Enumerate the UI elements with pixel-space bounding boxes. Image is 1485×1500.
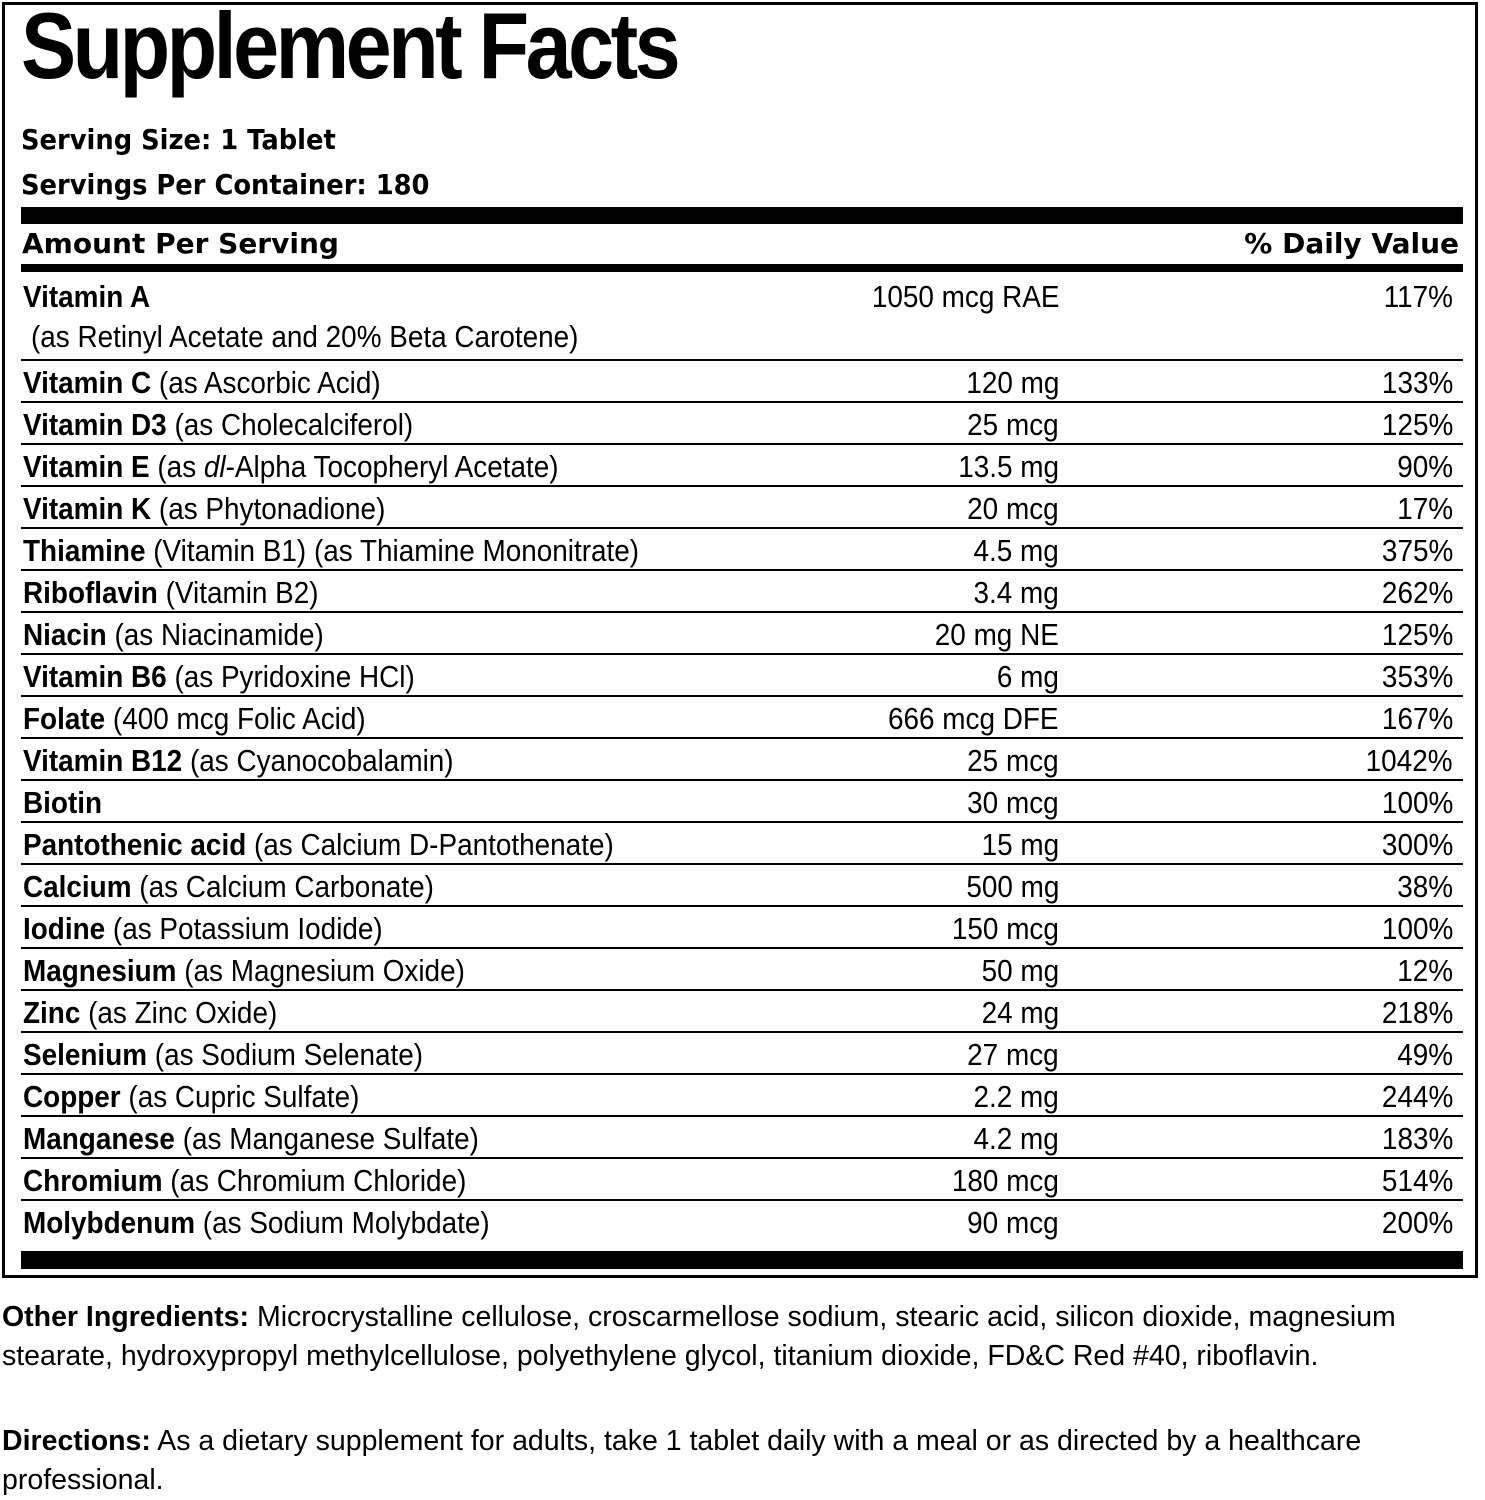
nutrient-amount: 30 mcg — [967, 785, 1059, 820]
nutrient-daily-value: 218% — [1381, 995, 1453, 1030]
nutrient-source: (as Pyridoxine HCl) — [166, 659, 415, 694]
other-ingredients — [2, 1298, 1472, 1376]
thick-divider-bottom — [21, 1251, 1463, 1269]
nutrient-source: (as Potassium Iodide) — [105, 911, 383, 946]
nutrient-name: Vitamin A — [23, 279, 151, 314]
nutrient-source: (as Phytonadione) — [151, 491, 386, 526]
nutrient-source: (as Chromium Chloride) — [162, 1163, 467, 1198]
nutrient-daily-value: 375% — [1381, 533, 1453, 568]
nutrient-source: (as Retinyl Acetate and 20% Beta Carotene) — [31, 319, 579, 354]
nutrient-daily-value: 100% — [1381, 911, 1453, 946]
nutrient-daily-value: 49% — [1397, 1037, 1453, 1072]
nutrient-name: Folate (400 mcg Folic Acid) — [23, 701, 366, 736]
nutrient-amount: 20 mcg — [967, 491, 1059, 526]
daily-value-header: % Daily Value — [1244, 227, 1459, 260]
panel-title: Supplement Facts — [21, 0, 678, 98]
nutrient-row — [21, 655, 1463, 697]
nutrient-source: (as Cholecalciferol) — [166, 407, 414, 442]
serving-size: Serving Size: 1 Tablet — [21, 123, 336, 156]
nutrient-row — [21, 529, 1463, 571]
nutrient-name: Vitamin B12 (as Cyanocobalamin) — [23, 743, 454, 778]
nutrient-name: Vitamin D3 (as Cholecalciferol) — [23, 407, 414, 442]
nutrient-daily-value: 17% — [1397, 491, 1453, 526]
nutrient-amount: 2.2 mg — [973, 1079, 1059, 1114]
nutrient-amount: 3.4 mg — [973, 575, 1059, 610]
nutrient-amount: 15 mg — [981, 827, 1059, 862]
nutrient-name: Zinc (as Zinc Oxide) — [23, 995, 278, 1030]
nutrient-row — [21, 445, 1463, 487]
other-ingredients-text: Microcrystalline cellulose, croscarmellose sodium, stearic acid, silicon dioxide, magnesium stearate, hydroxypropyl methylcellulose, polyethylene glycol, titanium dioxide, FD&C Red #40, riboflavin. — [2, 1301, 1396, 1372]
nutrient-source: (Vitamin B1) (as Thiamine Mononitrate) — [145, 533, 640, 568]
nutrient-row — [21, 571, 1463, 613]
nutrient-row — [21, 991, 1463, 1033]
nutrient-daily-value: 1042% — [1366, 743, 1453, 778]
nutrient-amount: 4.2 mg — [973, 1121, 1059, 1156]
nutrient-row — [21, 1075, 1463, 1117]
nutrient-source: (400 mcg Folic Acid) — [105, 701, 366, 736]
nutrient-amount: 150 mcg — [951, 911, 1059, 946]
nutrient-daily-value: 117% — [1383, 279, 1453, 314]
nutrient-daily-value: 100% — [1381, 785, 1453, 820]
nutrient-source: (Vitamin B2) — [157, 575, 319, 610]
nutrient-name: Thiamine (Vitamin B1) (as Thiamine Mononitrate) — [23, 533, 640, 568]
nutrient-daily-value: 12% — [1397, 953, 1453, 988]
nutrient-name: Niacin (as Niacinamide) — [23, 617, 324, 652]
nutrient-daily-value: 514% — [1381, 1163, 1453, 1198]
nutrient-daily-value: 300% — [1381, 827, 1453, 862]
nutrient-source: (as Zinc Oxide) — [80, 995, 278, 1030]
nutrient-name: Vitamin E (as dl-Alpha Tocopheryl Acetate) — [23, 449, 559, 484]
nutrient-daily-value: 125% — [1381, 407, 1453, 442]
nutrient-row — [21, 403, 1463, 445]
nutrient-source: (as Manganese Sulfate) — [174, 1121, 479, 1156]
nutrient-name: Biotin — [23, 785, 103, 820]
nutrient-daily-value: 125% — [1381, 617, 1453, 652]
nutrient-row — [21, 1159, 1463, 1201]
nutrient-source: (as Sodium Selenate) — [147, 1037, 424, 1072]
nutrient-row — [21, 949, 1463, 991]
nutrient-name: Calcium (as Calcium Carbonate) — [23, 869, 434, 904]
nutrient-amount: 24 mg — [981, 995, 1059, 1030]
nutrient-row — [21, 1117, 1463, 1159]
nutrient-amount: 180 mcg — [951, 1163, 1059, 1198]
nutrient-amount: 20 mg NE — [934, 617, 1059, 652]
nutrient-name: Iodine (as Potassium Iodide) — [23, 911, 383, 946]
servings-per-container: Servings Per Container: 180 — [21, 168, 430, 201]
nutrient-name: Molybdenum (as Sodium Molybdate) — [23, 1205, 490, 1240]
directions-label: Directions: — [2, 1425, 151, 1457]
nutrient-row — [21, 1033, 1463, 1075]
directions-text: As a dietary supplement for adults, take 1 tablet daily with a meal or as directed by a healthcare professional. — [2, 1425, 1362, 1496]
amount-per-serving-header: Amount Per Serving — [22, 227, 339, 260]
nutrient-row — [21, 697, 1463, 739]
nutrient-daily-value: 133% — [1381, 365, 1453, 400]
directions — [2, 1422, 1472, 1500]
nutrient-amount: 25 mcg — [967, 407, 1059, 442]
nutrient-amount: 120 mg — [965, 365, 1059, 400]
nutrient-name: Selenium (as Sodium Selenate) — [23, 1037, 424, 1072]
nutrient-row — [21, 613, 1463, 655]
nutrient-daily-value: 167% — [1381, 701, 1453, 736]
nutrient-amount: 500 mg — [965, 869, 1059, 904]
nutrient-row — [21, 1201, 1463, 1243]
nutrient-amount: 27 mcg — [967, 1037, 1059, 1072]
nutrient-source: (as dl-Alpha Tocopheryl Acetate) — [149, 449, 559, 484]
nutrient-daily-value: 262% — [1381, 575, 1453, 610]
nutrient-row — [21, 361, 1463, 403]
nutrient-amount: 90 mcg — [967, 1205, 1059, 1240]
nutrient-source: (as Cyanocobalamin) — [182, 743, 454, 778]
nutrient-amount: 1050 mcg RAE — [871, 279, 1059, 314]
nutrient-name: Copper (as Cupric Sulfate) — [23, 1079, 360, 1114]
nutrient-source: (as Sodium Molybdate) — [195, 1205, 490, 1240]
nutrient-name: Vitamin C (as Ascorbic Acid) — [23, 365, 381, 400]
nutrient-row-vitamin-a — [21, 275, 1463, 361]
nutrient-row — [21, 823, 1463, 865]
nutrient-source: (as Niacinamide) — [106, 617, 324, 652]
other-ingredients-label: Other Ingredients: — [2, 1301, 250, 1333]
nutrient-name: Riboflavin (Vitamin B2) — [23, 575, 319, 610]
thick-divider-top — [21, 207, 1463, 224]
nutrient-amount: 25 mcg — [967, 743, 1059, 778]
nutrient-amount: 4.5 mg — [973, 533, 1059, 568]
nutrient-row — [21, 865, 1463, 907]
nutrient-row — [21, 739, 1463, 781]
nutrient-name: Manganese (as Manganese Sulfate) — [23, 1121, 479, 1156]
nutrient-source: (as Calcium D-Pantothenate) — [246, 827, 614, 862]
nutrient-amount: 50 mg — [981, 953, 1059, 988]
nutrient-source: (as Magnesium Oxide) — [176, 953, 465, 988]
nutrient-name: Vitamin B6 (as Pyridoxine HCl) — [23, 659, 415, 694]
nutrient-row — [21, 907, 1463, 949]
nutrient-name: Chromium (as Chromium Chloride) — [23, 1163, 467, 1198]
nutrient-name: Magnesium (as Magnesium Oxide) — [23, 953, 465, 988]
nutrient-amount: 6 mg — [996, 659, 1059, 694]
nutrient-daily-value: 244% — [1381, 1079, 1453, 1114]
nutrient-source: (as Calcium Carbonate) — [131, 869, 434, 904]
nutrient-amount: 13.5 mg — [958, 449, 1059, 484]
nutrient-row — [21, 781, 1463, 823]
nutrient-row — [21, 487, 1463, 529]
nutrient-source: (as Cupric Sulfate) — [120, 1079, 360, 1114]
nutrient-amount: 666 mcg DFE — [888, 701, 1059, 736]
nutrient-daily-value: 353% — [1381, 659, 1453, 694]
nutrient-source: (as Ascorbic Acid) — [151, 365, 381, 400]
supplement-facts-panel — [2, 2, 1478, 1278]
nutrient-daily-value: 38% — [1397, 869, 1453, 904]
nutrient-name: Pantothenic acid (as Calcium D-Pantothenate) — [23, 827, 614, 862]
medium-divider — [21, 264, 1463, 272]
nutrient-daily-value: 200% — [1381, 1205, 1453, 1240]
nutrient-name: Vitamin K (as Phytonadione) — [23, 491, 386, 526]
nutrient-daily-value: 183% — [1381, 1121, 1453, 1156]
nutrient-daily-value: 90% — [1397, 449, 1453, 484]
nutrient-table — [21, 275, 1463, 1243]
